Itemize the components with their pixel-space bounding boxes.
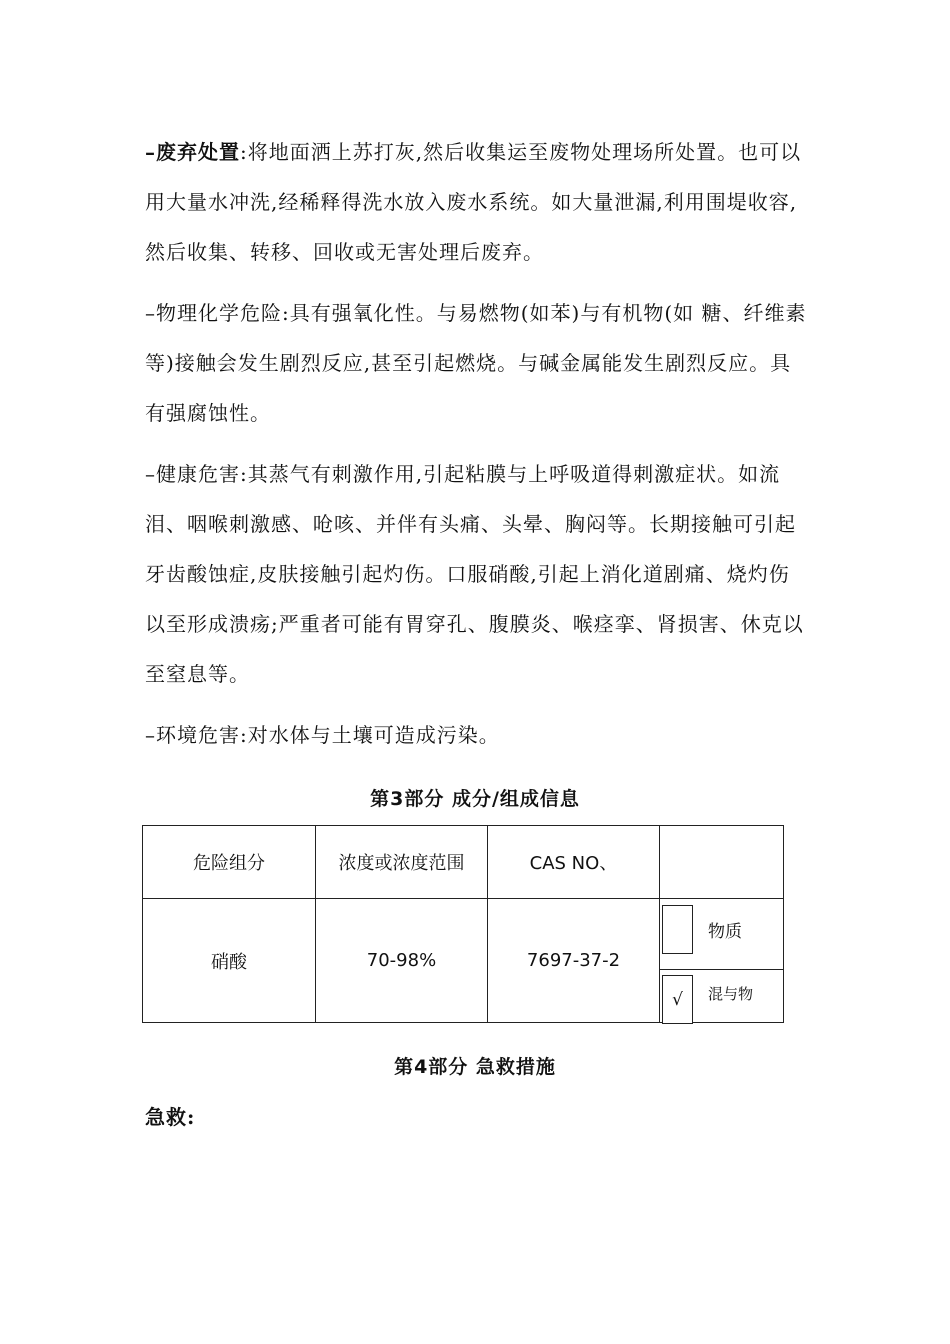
- option-divider: [660, 969, 783, 970]
- composition-table: [142, 825, 784, 1023]
- table-row: [143, 899, 784, 1023]
- disposal-paragraph: [145, 127, 810, 277]
- header-cas: CAS NO、: [488, 826, 660, 899]
- mixture-label: 混与物: [708, 985, 754, 1003]
- section3-title: 第3部分 成分/组成信息: [370, 788, 580, 810]
- cell-component: 硝酸: [143, 899, 316, 1023]
- physchem-hazard-paragraph: –物理化学危险:具有强氧化性。与易燃物(如苯)与有机物(如 糖、纤维素等)接触会发生剧烈反应,甚至引起燃烧。与碱金属能发生剧烈反应。具有强腐蚀性。: [145, 301, 807, 425]
- cell-cas: 7697-37-2: [488, 899, 660, 1023]
- section4-title: 第4部分 急救措施: [394, 1056, 556, 1078]
- header-concentration: 浓度或浓度范围: [316, 826, 488, 899]
- disposal-text: :将地面洒上苏打灰,然后收集运至废物处理场所处置。也可以用大量水冲洗,经稀释得洗水放入废水系统。如大量泄漏,利用围堤收容,然后收集、转移、回收或无害处理后废弃。: [145, 140, 802, 264]
- disposal-label: –废弃处置: [145, 140, 240, 164]
- first-aid-label: 急救:: [145, 1105, 196, 1129]
- cell-type-options: [660, 899, 784, 1023]
- health-hazard-paragraph: –健康危害:其蒸气有刺激作用,引起粘膜与上呼吸道得刺激症状。如流泪、咽喉刺激感、呛咳、并伴有头痛、头晕、胸闷等。长期接触可引起牙齿酸蚀症,皮肤接触引起灼伤。口服硝酸,引起上消化道剧痛、烧灼伤以至形成溃疡;严重者可能有胃穿孔、腹膜炎、喉痉挛、肾损害、休克以至窒息等。: [145, 462, 804, 686]
- cell-concentration: 70-98%: [316, 899, 488, 1023]
- substance-checkbox[interactable]: [662, 905, 693, 954]
- substance-label: 物质: [708, 922, 742, 942]
- environment-hazard-paragraph: –环境危害:对水体与土壤可造成污染。: [145, 723, 500, 747]
- header-component: 危险组分: [143, 826, 316, 899]
- table-header-row: [143, 826, 784, 899]
- mixture-checkbox[interactable]: √: [662, 975, 693, 1024]
- header-empty: [660, 826, 784, 899]
